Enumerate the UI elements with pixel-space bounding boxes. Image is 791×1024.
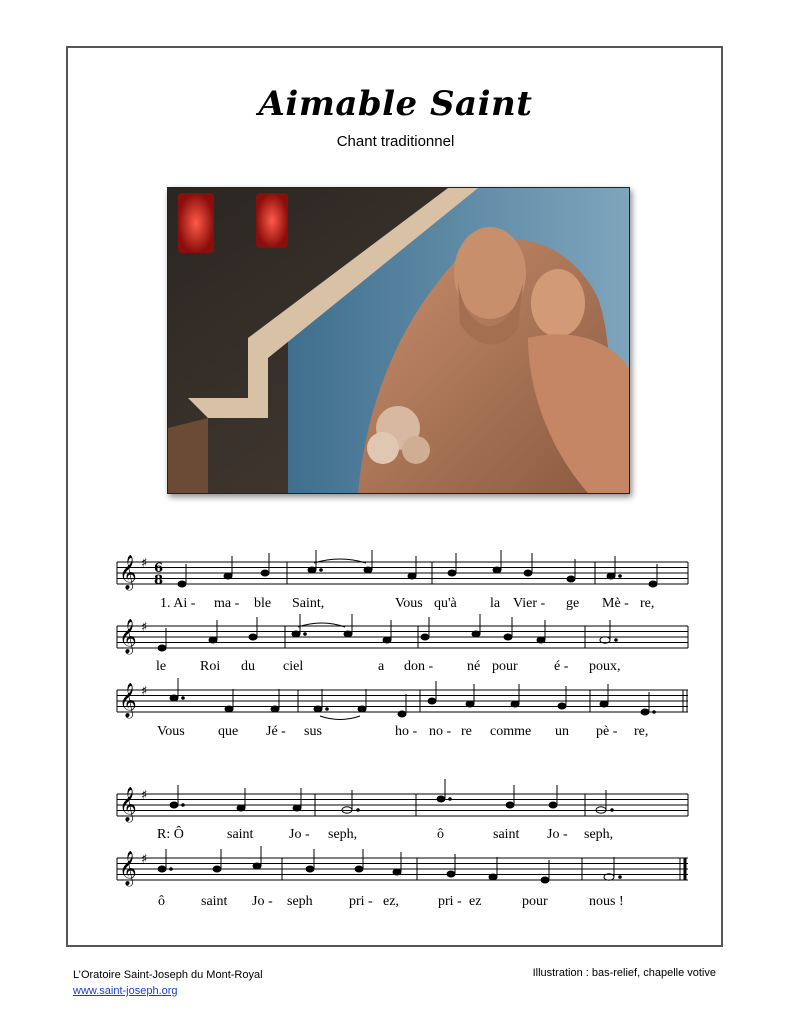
sharp-icon: ♯ [141,684,148,699]
lyric-syllable: ho - [395,724,418,739]
treble-clef-icon: 𝄞 [119,619,137,654]
footer-left [73,967,263,999]
lyric-syllable: Saint, [292,596,325,611]
sharp-icon: ♯ [141,620,148,635]
lyric-syllable: que [218,724,239,739]
lyric-syllable: pour [492,659,518,674]
page-title: Aimable Saint [258,84,533,124]
lyric-syllable: pè - [596,724,618,739]
lyric-syllable: poux, [589,659,621,674]
lyric-syllable: saint [493,827,520,842]
lyric-syllable: Vous [157,724,185,739]
lyric-syllable: R: Ô [157,827,184,842]
lyric-syllable: la [490,596,501,611]
lyric-syllable: re, [640,596,655,611]
treble-clef-icon: 𝄞 [119,683,137,718]
lyric-syllable: du [241,659,255,674]
lyric-syllable: 1. Ai - [160,596,196,611]
lyric-syllable: Jo - [547,827,568,842]
footer-organization: L’Oratoire Saint-Joseph du Mont-Royal [73,969,263,981]
time-signature-bottom: 8 [154,573,164,588]
lyric-syllable: ciel [283,659,304,674]
footer-website-link[interactable]: www.saint-joseph.org [73,985,178,997]
treble-clef-icon: 𝄞 [119,555,137,590]
lyric-syllable: don - [404,659,434,674]
lyric-syllable: ma - [214,596,240,611]
lyric-syllable: le [156,659,167,674]
lyric-syllable: a [378,659,385,674]
notes-system-1 [178,550,657,587]
lyric-syllable: re, [634,724,649,739]
page-subtitle: Chant traditionnel [336,133,455,150]
lyric-syllable: un [555,724,569,739]
lyric-syllable: comme [490,724,532,739]
lyric-syllable: re [461,724,472,739]
lyrics-line-1 [160,596,654,611]
lyric-syllable: ô [158,894,165,909]
lyric-syllable: sus [304,724,322,739]
lyrics-line-5 [158,894,624,909]
lyrics-line-3 [157,724,648,739]
lyric-syllable: pour [522,894,548,909]
sharp-icon: ♯ [141,556,148,571]
lyric-syllable: Jé - [266,724,286,739]
lyric-syllable: ez, [383,894,399,909]
lyric-syllable: Vier - [513,596,546,611]
lyric-syllable: Jo - [289,827,310,842]
lyric-syllable: qu'à [434,596,457,611]
notes-system-5 [158,846,621,883]
lyric-syllable: ble [254,596,272,611]
sharp-icon: ♯ [141,852,148,867]
lyric-syllable: Mè - [602,596,629,611]
lyric-syllable: seph [287,894,313,909]
treble-clef-icon: 𝄞 [119,851,137,886]
lyric-syllable: ez [469,894,482,909]
lyric-syllable: né [467,659,481,674]
footer-illustration-credit: Illustration : bas-relief, chapelle votive [532,967,716,979]
lyric-syllable: Vous [395,596,423,611]
lyric-syllable: pri - [349,894,373,909]
treble-clef-icon: 𝄞 [119,787,137,822]
lyric-syllable: Jo - [252,894,273,909]
lyric-syllable: pri - [438,894,462,909]
lyrics-line-2 [156,659,621,674]
lyric-syllable: ô [437,827,444,842]
staff-system-5 [117,858,688,880]
notes-system-4 [170,779,613,813]
lyric-syllable: seph, [328,827,358,842]
time-signature-top: 6 [154,561,164,576]
notes-system-2 [158,614,617,651]
lyrics-line-4 [157,825,613,842]
lyric-syllable: nous ! [589,894,624,909]
lyric-syllable: ge [566,596,580,611]
staff-system-1 [117,562,688,584]
lyric-syllable: saint [201,894,228,909]
lyric-syllable: é - [554,659,569,674]
lyric-syllable: Roi [200,659,221,674]
sharp-icon: ♯ [141,788,148,803]
notes-system-3 [170,678,655,720]
lyric-syllable: saint [227,827,254,842]
lyric-syllable: no - [429,724,452,739]
lyric-syllable: seph, [584,827,614,842]
